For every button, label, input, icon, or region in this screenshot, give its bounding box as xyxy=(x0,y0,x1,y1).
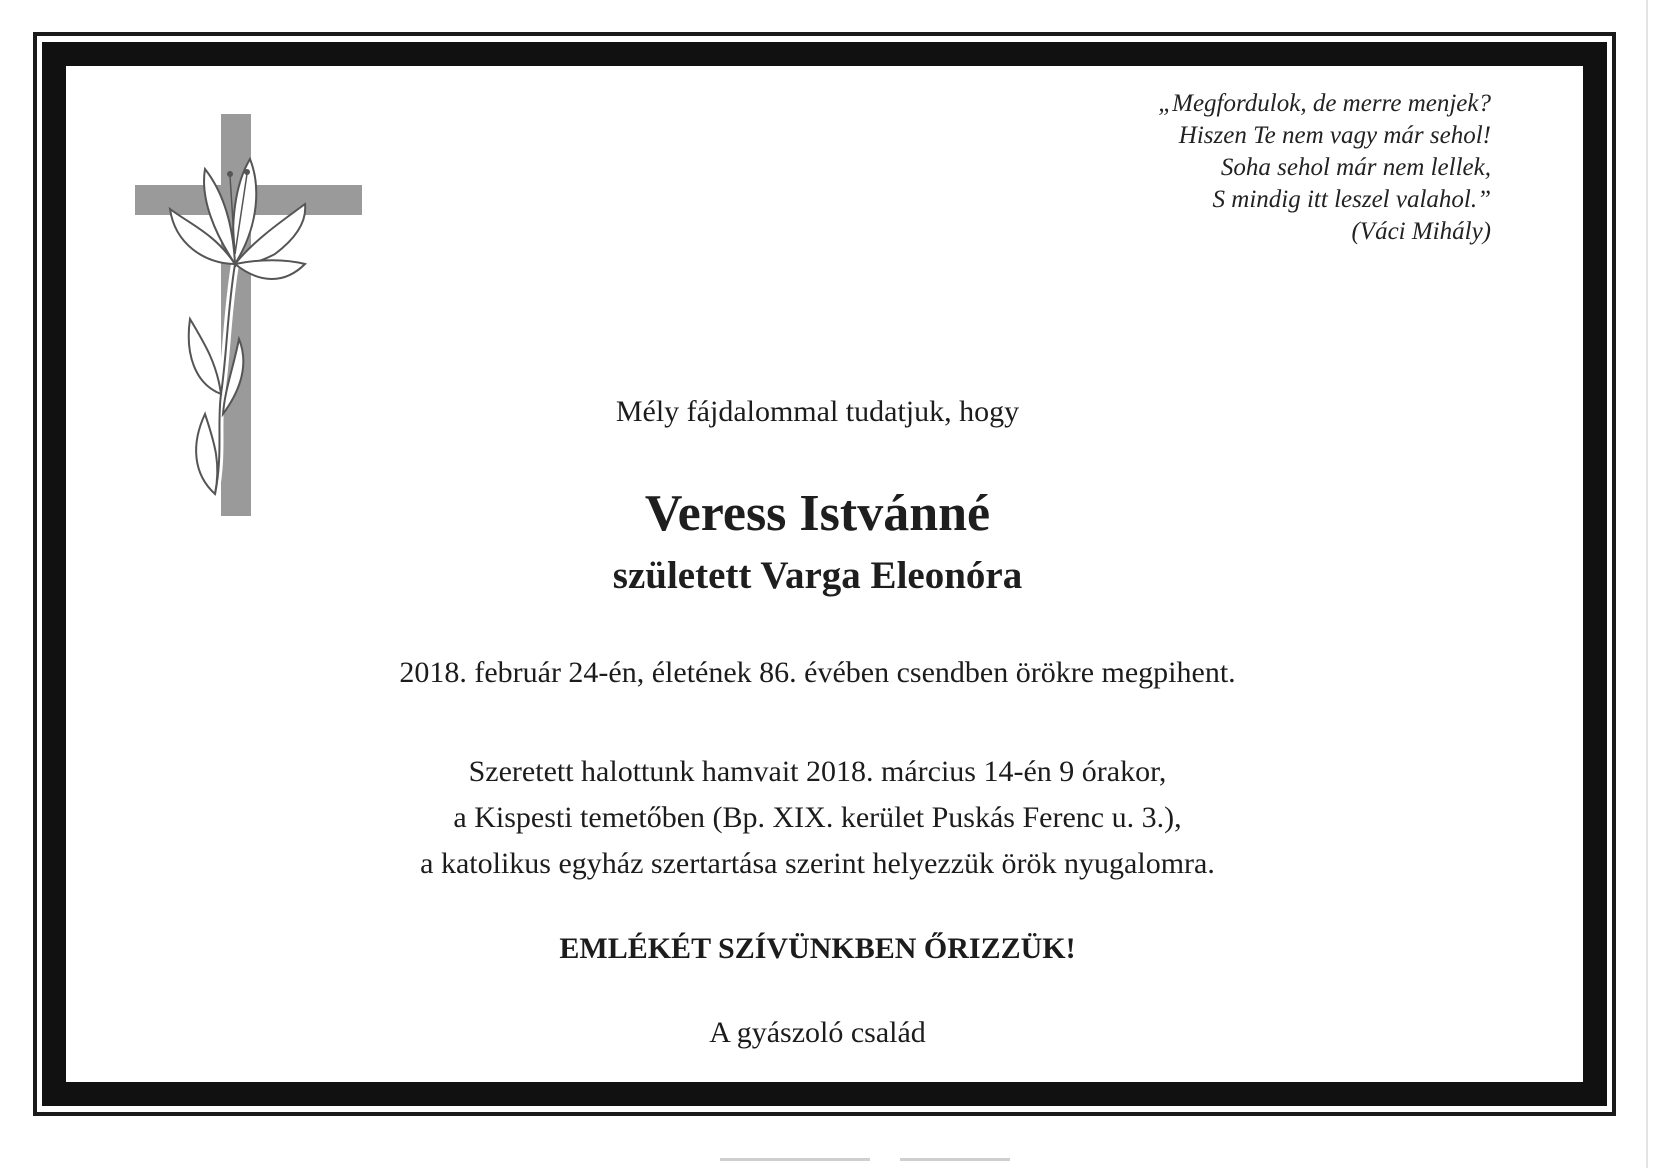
funeral-line: a Kispesti temetőben (Bp. XIX. kerület Puskás Ferenc u. 3.), xyxy=(453,801,1182,834)
cross-with-lily-icon xyxy=(135,114,365,516)
intro-text: Mély fájdalommal tudatjuk, hogy xyxy=(615,395,1020,428)
quote-line: „Megfordulok, de merre menjek? xyxy=(1158,90,1491,117)
quote-author: (Váci Mihály) xyxy=(1351,218,1491,245)
scan-smudge xyxy=(720,1158,870,1161)
funeral-details xyxy=(150,749,1485,887)
quote-line: S mindig itt leszel valahol.” xyxy=(1212,186,1491,213)
deceased-name: Veress Istvánné xyxy=(644,485,991,542)
scan-smudge xyxy=(900,1158,1010,1161)
scan-edge-line xyxy=(1646,0,1648,1168)
death-announcement: 2018. február 24-én, életének 86. évében csendben örökre megpihent. xyxy=(399,656,1236,689)
family-signature: A gyászoló család xyxy=(709,1016,926,1049)
quote-line: Soha sehol már nem lellek, xyxy=(1220,154,1491,181)
quote-line: Hiszen Te nem vagy már sehol! xyxy=(1178,122,1491,149)
poem-quote xyxy=(1158,88,1491,248)
funeral-line: Szeretett halottunk hamvait 2018. március 14-én 9 órakor, xyxy=(468,755,1167,788)
funeral-line: a katolikus egyház szertartása szerint helyezzük örök nyugalomra. xyxy=(420,847,1215,880)
remembrance-line: EMLÉKÉT SZÍVÜNKBEN ŐRIZZÜK! xyxy=(559,932,1076,965)
maiden-name: született Varga Eleonóra xyxy=(612,554,1023,597)
